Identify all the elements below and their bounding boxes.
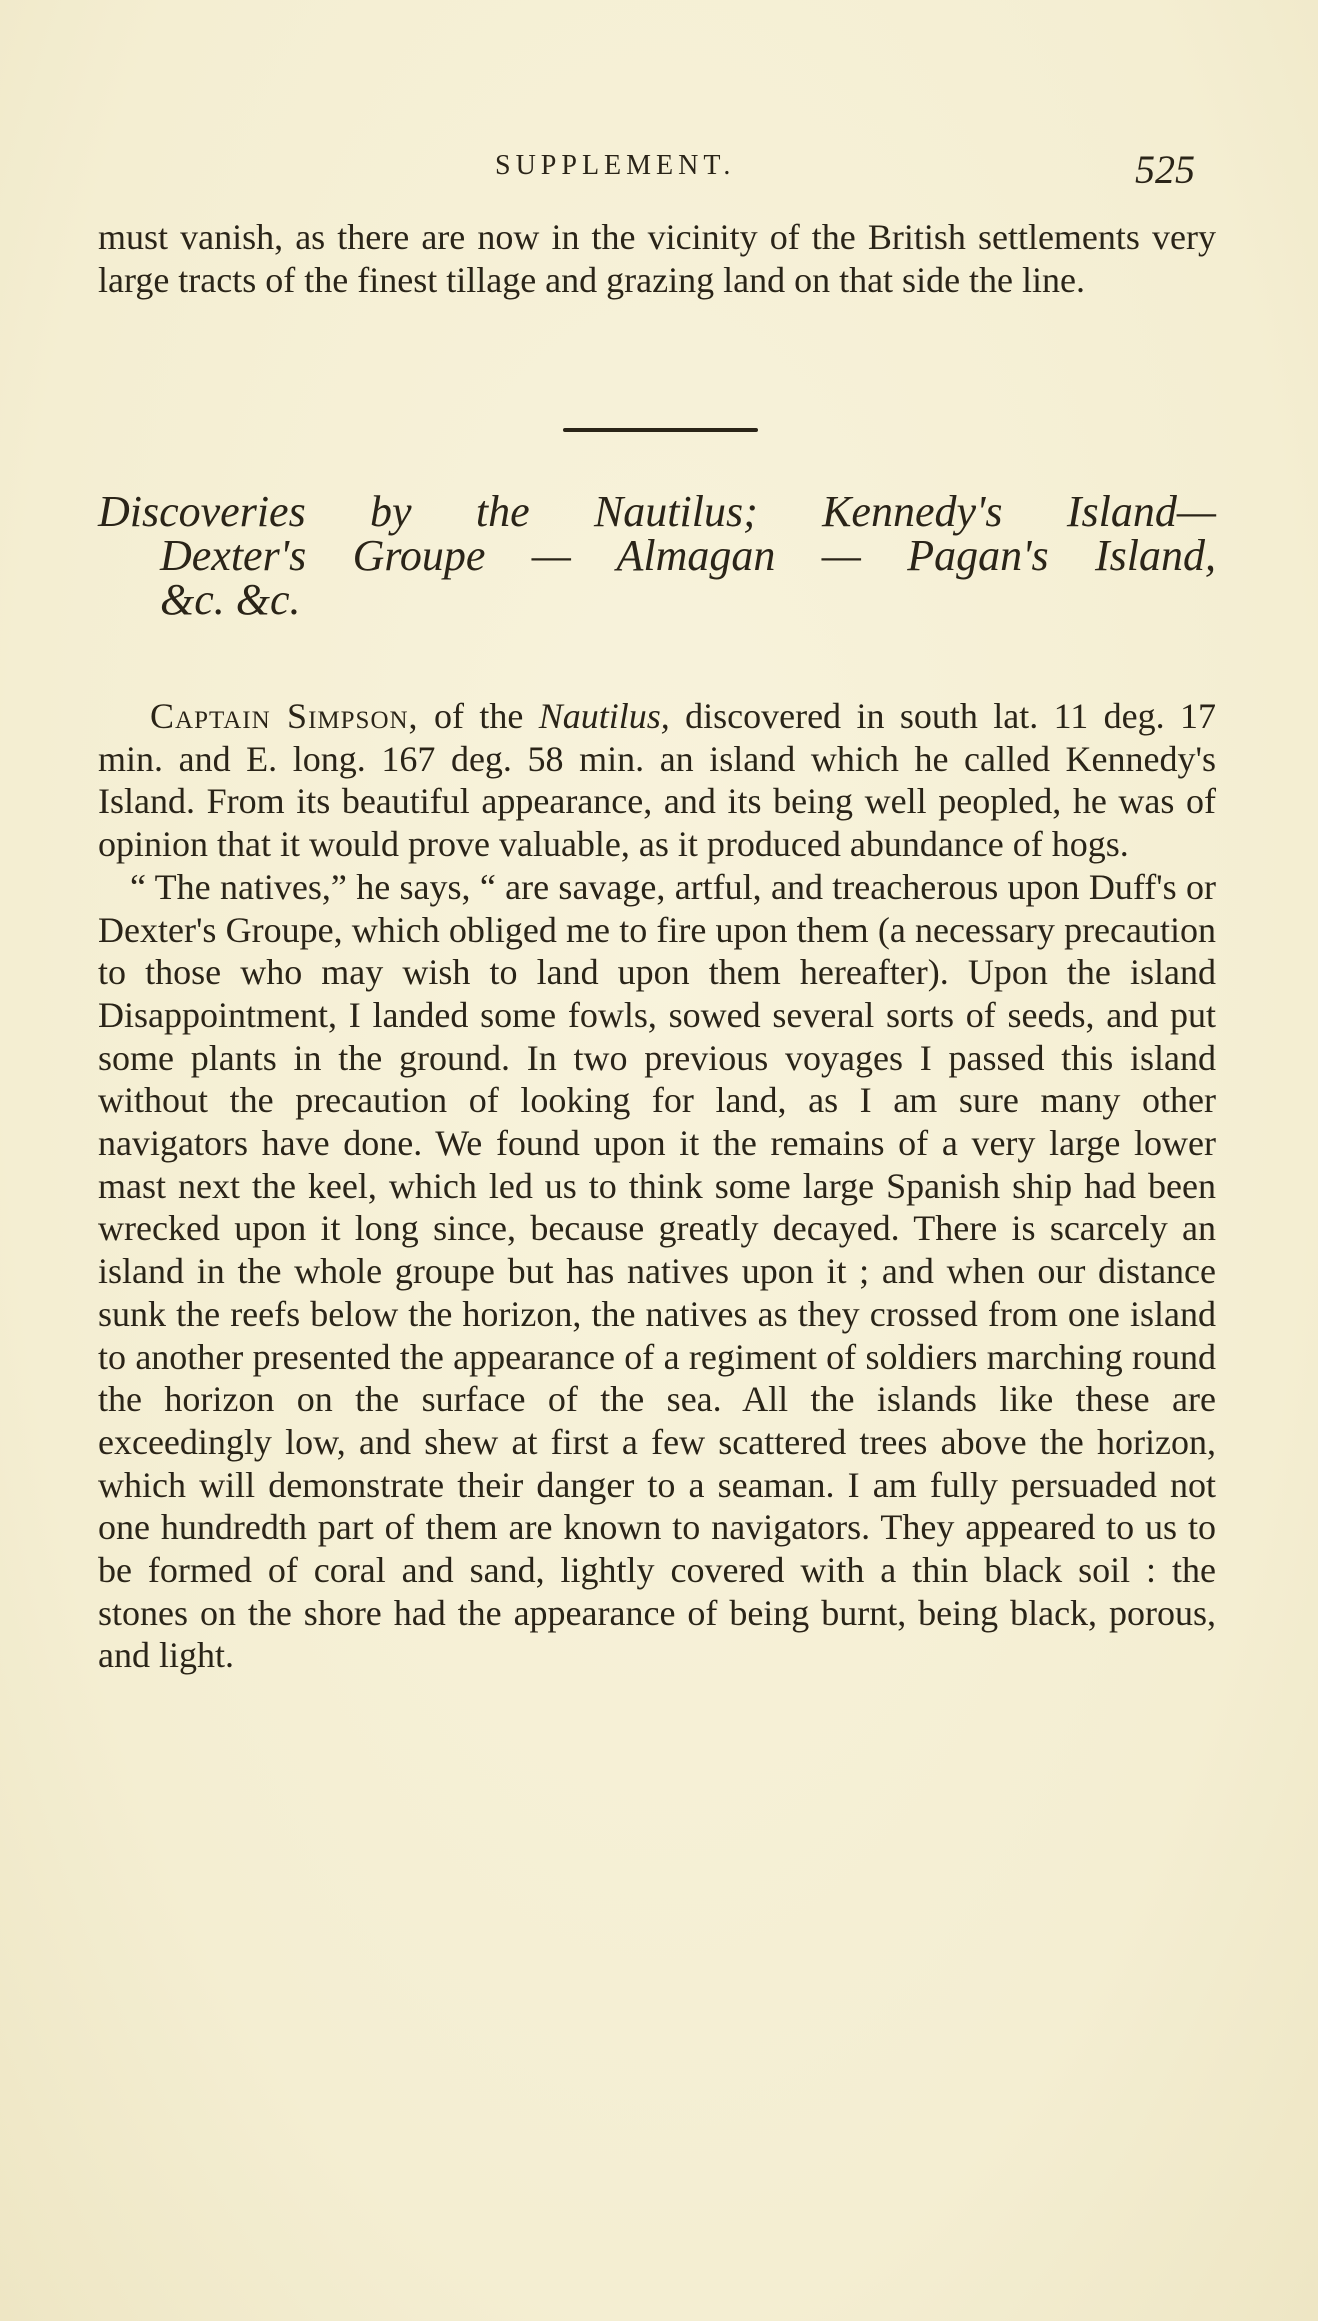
paragraph-2: “ The natives,” he says, “ are savage, artful, and treacherous upon Duff's or Dexter's Groupe, which obliged me to fire upon them (a necessary precaution to those who may wish to land upon them hereafter). Upon the island Disappointment, I landed some fowls, sowed several sorts of seeds, and put some plants in the ground. In two previous voyages I passed this island without the precaution of looking for land, as I am sure many other navigators have done. We found upon it the remains of a very large lower mast next the keel, which led us to think some large Spanish ship had been wrecked upon it long since, because greatly decayed. There is scarcely an island in the whole groupe but has natives upon it ; and when our distance sunk the reefs below the horizon, the natives as they crossed from one island to another presented the appearance of a regiment of soldiers marching round the horizon on the surface of the sea. All the islands like these are exceedingly low, and shew at first a few scattered trees above the horizon, which will demonstrate their danger to a seaman. I am fully persuaded not one hundredth part of them are known to navigators. They appeared to us to be formed of coral and sand, lightly covered with a thin black soil : the stones on the shore had the appearance of being burnt, being black, porous, and light. bbox=[98, 866, 1216, 1676]
author-name: Captain Simpson, bbox=[150, 696, 419, 736]
section-heading bbox=[98, 487, 1226, 624]
section-body bbox=[98, 695, 1216, 1677]
section-divider-rule bbox=[563, 428, 758, 432]
ship-name: Nautilus, bbox=[538, 696, 670, 736]
heading-line-1: Discoveries by the Nautilus; Kennedy's Island— bbox=[98, 487, 1216, 536]
running-head: SUPPLEMENT. bbox=[495, 150, 736, 181]
page-number: 525 bbox=[1135, 147, 1195, 192]
paragraph-1 bbox=[98, 695, 1216, 866]
heading-line-2: Dexter's Groupe — Almagan — Pagan's Island, bbox=[160, 531, 1216, 580]
heading-line-3: &c. &c. bbox=[160, 575, 301, 624]
continuation-paragraph: must vanish, as there are now in the vicinity of the British settlements very large tracts of the finest tillage and grazing land on that side the line. bbox=[98, 217, 1216, 300]
paragraph-1-pre-ship: of the bbox=[433, 696, 524, 736]
paragraph-1-text: discovered in south lat. 11 deg. 17 min. and E. long. 167 deg. 58 min. an island which he called Kennedy's Island. From its beautiful appearance, and its being well peopled, he was of opinion that it would prove valuable, as it produced abundance of hogs. bbox=[98, 696, 1217, 865]
